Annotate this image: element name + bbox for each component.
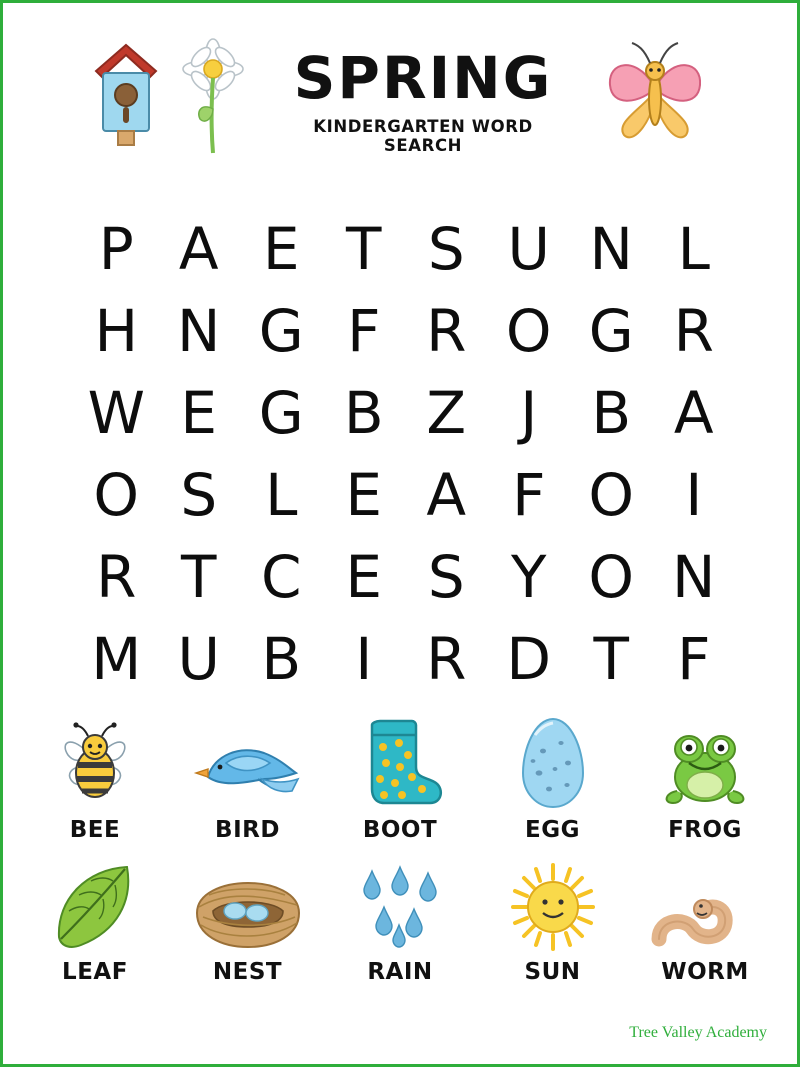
word-label: EGG <box>525 817 580 843</box>
grid-cell[interactable]: T <box>346 215 382 283</box>
page-title: SPRING <box>293 44 553 112</box>
grid-cell[interactable]: N <box>177 297 221 365</box>
grid-cell[interactable]: J <box>520 379 538 447</box>
birdhouse-icon <box>90 37 162 147</box>
word-item-rain[interactable] <box>326 857 474 985</box>
grid-cell[interactable]: U <box>177 625 220 693</box>
grid-cell[interactable]: D <box>506 625 552 693</box>
word-label: BOOT <box>362 817 438 843</box>
title-block <box>273 37 573 155</box>
word-item-leaf[interactable] <box>21 857 169 985</box>
sun-icon <box>479 857 627 953</box>
grid-cell[interactable]: A <box>426 461 467 529</box>
grid-cell[interactable]: S <box>427 215 465 283</box>
word-label: FROG <box>668 817 742 843</box>
grid-cell[interactable]: I <box>355 625 373 693</box>
grid-cell[interactable]: H <box>94 297 139 365</box>
page-subtitle: KINDERGARTEN WORD SEARCH <box>313 117 533 155</box>
word-label: NEST <box>212 959 283 985</box>
grid-cell[interactable]: O <box>588 543 635 611</box>
word-item-boot[interactable] <box>326 715 474 843</box>
daisy-flower-icon <box>180 37 246 157</box>
grid-cell[interactable]: O <box>505 297 552 365</box>
word-search-grid[interactable] <box>75 208 735 700</box>
word-item-frog[interactable] <box>631 715 779 843</box>
grid-cell[interactable]: R <box>673 297 714 365</box>
word-item-bird[interactable] <box>174 715 322 843</box>
word-item-nest[interactable] <box>174 857 322 985</box>
grid-cell[interactable]: R <box>426 297 467 365</box>
grid-cell[interactable]: S <box>427 543 465 611</box>
grid-cell[interactable]: G <box>258 297 304 365</box>
grid-cell[interactable]: E <box>345 543 383 611</box>
grid-cell[interactable]: S <box>180 461 218 529</box>
grid-cell[interactable]: Z <box>426 379 467 447</box>
word-item-bee[interactable] <box>21 715 169 843</box>
grid-cell[interactable]: F <box>512 461 546 529</box>
raindrops-icon <box>326 857 474 953</box>
grid-cell[interactable]: R <box>96 543 137 611</box>
grid-cell[interactable]: L <box>677 215 710 283</box>
grid-cell[interactable]: Y <box>511 543 547 611</box>
word-label: WORM <box>661 959 749 985</box>
grid-cell[interactable]: N <box>672 543 716 611</box>
bee-icon <box>21 715 169 811</box>
grid-cell[interactable]: T <box>593 625 629 693</box>
grid-cell[interactable]: A <box>673 379 714 447</box>
grid-cell[interactable]: B <box>343 379 384 447</box>
leaf-icon <box>21 857 169 953</box>
grid-cell[interactable]: F <box>677 625 711 693</box>
site-credit: Tree Valley Academy <box>629 1024 767 1041</box>
word-list-row-2 <box>21 857 779 985</box>
grid-cell[interactable]: G <box>588 297 634 365</box>
word-label: SUN <box>524 959 581 985</box>
worksheet-header <box>3 37 797 177</box>
butterfly-icon <box>600 37 710 147</box>
grid-cell[interactable]: W <box>87 379 145 447</box>
worm-icon <box>631 857 779 953</box>
grid-cell[interactable]: R <box>426 625 467 693</box>
grid-cell[interactable]: O <box>588 461 635 529</box>
grid-cell[interactable]: O <box>93 461 140 529</box>
word-label: BEE <box>69 817 121 843</box>
grid-cell[interactable]: L <box>265 461 298 529</box>
grid-cell[interactable]: M <box>91 625 142 693</box>
word-label: BIRD <box>215 817 280 843</box>
grid-cell[interactable]: B <box>591 379 632 447</box>
word-item-worm[interactable] <box>631 857 779 985</box>
grid-cell[interactable]: P <box>98 215 134 283</box>
nest-icon <box>174 857 322 953</box>
word-list-row-1 <box>21 715 779 843</box>
word-label: LEAF <box>62 959 128 985</box>
grid-cell[interactable]: A <box>178 215 219 283</box>
word-label: RAIN <box>367 959 433 985</box>
grid-cell[interactable]: E <box>262 215 300 283</box>
grid-cell[interactable]: E <box>180 379 218 447</box>
grid-cell[interactable]: B <box>261 625 302 693</box>
word-item-sun[interactable] <box>479 857 627 985</box>
word-list <box>21 715 779 999</box>
grid-cell[interactable]: E <box>345 461 383 529</box>
word-item-egg[interactable] <box>479 715 627 843</box>
grid-cell[interactable]: F <box>347 297 381 365</box>
frog-icon <box>631 715 779 811</box>
grid-cell[interactable]: T <box>181 543 217 611</box>
rain-boot-icon <box>326 715 474 811</box>
bird-icon <box>174 715 322 811</box>
grid-cell[interactable]: N <box>589 215 633 283</box>
egg-icon <box>479 715 627 811</box>
grid-cell[interactable]: I <box>685 461 703 529</box>
grid-cell[interactable]: U <box>507 215 550 283</box>
grid-cell[interactable]: G <box>258 379 304 447</box>
grid-cell[interactable]: C <box>261 543 302 611</box>
